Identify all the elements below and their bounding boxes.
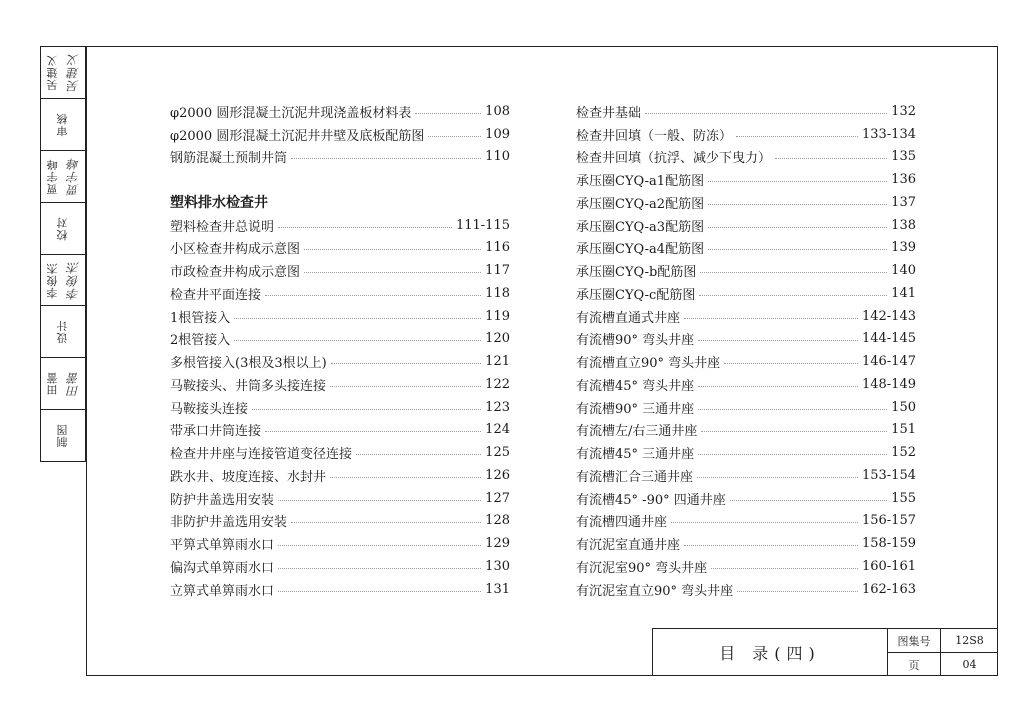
dot-leader bbox=[278, 227, 452, 228]
toc-entry bbox=[170, 100, 510, 123]
toc-entry-label: 有流槽45° 弯头井座 bbox=[576, 378, 695, 394]
toc-entry-label: 2根管接入 bbox=[170, 333, 231, 349]
dot-leader bbox=[730, 500, 887, 501]
toc-entry bbox=[170, 396, 510, 419]
toc-entry bbox=[576, 350, 916, 373]
dot-leader bbox=[428, 136, 481, 137]
dot-leader bbox=[700, 272, 887, 273]
signature-cell bbox=[41, 47, 85, 99]
toc-entry-page: 110 bbox=[485, 149, 510, 165]
dot-leader bbox=[234, 318, 481, 319]
toc-entry-page: 142-143 bbox=[861, 308, 916, 324]
toc-entry-label: 承压圈CYQ-a1配筋图 bbox=[576, 174, 705, 190]
toc-entry-page: 108 bbox=[485, 103, 510, 119]
toc-entry-label: 有流槽90° 三通井座 bbox=[576, 401, 695, 417]
title-block bbox=[652, 628, 998, 676]
toc-entry-page: 137 bbox=[891, 194, 916, 210]
toc-entry bbox=[576, 396, 916, 419]
toc-entry-page: 120 bbox=[485, 331, 510, 347]
dot-leader bbox=[684, 545, 858, 546]
toc-entry bbox=[170, 510, 510, 533]
toc-entry bbox=[170, 373, 510, 396]
toc-entry-page: 144-145 bbox=[861, 331, 916, 347]
signature-role: 李俊杰 bbox=[46, 261, 59, 298]
toc-entry-label: 有沉泥室直通井座 bbox=[576, 538, 681, 554]
toc-entry-label: 塑料检查井总说明 bbox=[170, 219, 275, 235]
toc-entry bbox=[576, 259, 916, 282]
dot-leader bbox=[278, 568, 481, 569]
toc-entry-label: 有流槽45° -90° 四通井座 bbox=[576, 492, 726, 508]
toc-entry-page: 155 bbox=[891, 490, 916, 506]
toc-entry-page: 109 bbox=[485, 126, 510, 142]
toc-entry-label: 有流槽四通井座 bbox=[576, 515, 668, 531]
toc-entry-label: 检查井回填（抗浮、减少下曳力） bbox=[576, 151, 772, 167]
toc-entry-page: 158-159 bbox=[861, 536, 916, 552]
signature-cell bbox=[41, 203, 85, 255]
toc-entry-label: 市政检查井构成示意图 bbox=[170, 265, 301, 281]
signature-role: 设计 bbox=[56, 319, 69, 344]
toc-entry-page: 123 bbox=[485, 399, 510, 415]
dot-leader bbox=[356, 454, 481, 455]
toc-entry-page: 127 bbox=[485, 490, 510, 506]
dot-leader bbox=[415, 113, 481, 114]
dot-leader bbox=[699, 295, 887, 296]
dot-leader bbox=[331, 363, 481, 364]
toc-entry bbox=[576, 214, 916, 237]
toc-entry-page: 139 bbox=[891, 240, 916, 256]
toc-entry-label: 承压圈CYQ-b配筋图 bbox=[576, 265, 697, 281]
toc-entry-page: 124 bbox=[485, 422, 510, 438]
dot-leader bbox=[684, 318, 858, 319]
toc-entry bbox=[170, 532, 510, 555]
dot-leader bbox=[698, 454, 887, 455]
toc-entry-label: 有沉泥室直立90° 弯头井座 bbox=[576, 583, 734, 599]
dot-leader bbox=[775, 158, 887, 159]
toc-entry-label: 带承口井筒连接 bbox=[170, 424, 262, 440]
toc-entry-page: 150 bbox=[891, 399, 916, 415]
toc-entry bbox=[170, 146, 510, 169]
toc-entry-label: 有流槽直通式井座 bbox=[576, 310, 681, 326]
toc-entry bbox=[576, 578, 916, 601]
toc-entry bbox=[170, 328, 510, 351]
dot-leader bbox=[701, 431, 887, 432]
toc-entry-page: 119 bbox=[485, 308, 510, 324]
toc-entry-label: 小区检查井构成示意图 bbox=[170, 242, 301, 258]
toc-entry-page: 111-115 bbox=[455, 217, 510, 233]
toc-entry-label: 有流槽90° 弯头井座 bbox=[576, 333, 695, 349]
toc-entry bbox=[576, 555, 916, 578]
toc-entry-page: 128 bbox=[485, 513, 510, 529]
dot-leader bbox=[736, 136, 858, 137]
dot-leader bbox=[697, 477, 858, 478]
dot-leader bbox=[708, 249, 887, 250]
toc-entry-label: 有沉泥室90° 弯头井座 bbox=[576, 560, 708, 576]
toc-entry-label: 有流槽45° 三通井座 bbox=[576, 447, 695, 463]
toc-entry bbox=[576, 282, 916, 305]
toc-entry bbox=[576, 191, 916, 214]
dot-leader bbox=[291, 158, 481, 159]
dot-leader bbox=[708, 204, 887, 205]
toc-entry-page: 148-149 bbox=[861, 376, 916, 392]
toc-entry bbox=[576, 441, 916, 464]
dot-leader bbox=[330, 477, 481, 478]
toc-entry-page: 146-147 bbox=[861, 354, 916, 370]
atlas-number-row bbox=[888, 629, 998, 653]
section-heading-label: 塑料排水检查井 bbox=[170, 195, 268, 212]
toc-entry-label: 检查井井座与连接管道变径连接 bbox=[170, 447, 353, 463]
dot-leader bbox=[645, 113, 887, 114]
toc-entry-page: 138 bbox=[891, 217, 916, 233]
signature-role: 制图 bbox=[56, 423, 69, 448]
toc-entry-page: 122 bbox=[485, 376, 510, 392]
toc-entry bbox=[170, 214, 510, 237]
toc-entry-label: 立箅式单箅雨水口 bbox=[170, 583, 275, 599]
signature-handwriting: 李俊杰 bbox=[66, 260, 81, 300]
toc-entry-page: 132 bbox=[891, 103, 916, 119]
toc-entry-label: 检查井回填（一般、防冻） bbox=[576, 128, 733, 144]
toc-entry bbox=[170, 282, 510, 305]
toc-entry-label: 检查井基础 bbox=[576, 105, 642, 121]
toc-entry bbox=[170, 123, 510, 146]
dot-leader bbox=[724, 363, 858, 364]
toc-entry-page: 141 bbox=[891, 285, 916, 301]
toc-entry-label: 检查井平面连接 bbox=[170, 287, 262, 303]
dot-leader bbox=[698, 340, 858, 341]
toc-entry-label: φ2000 圆形混凝土沉泥井井壁及底板配筋图 bbox=[170, 128, 425, 144]
toc-entry bbox=[170, 237, 510, 260]
toc-entry bbox=[170, 350, 510, 373]
toc-entry bbox=[576, 328, 916, 351]
toc-entry-label: 偏沟式单箅雨水口 bbox=[170, 560, 275, 576]
dot-leader bbox=[671, 522, 858, 523]
dot-leader bbox=[278, 500, 481, 501]
toc-entry-page: 156-157 bbox=[861, 513, 916, 529]
toc-entry-label: 多根管接入(3根及3根以上) bbox=[170, 356, 327, 372]
dot-leader bbox=[265, 431, 481, 432]
toc-entry-label: 防护井盖选用安装 bbox=[170, 492, 275, 508]
toc-entry-page: 116 bbox=[485, 240, 510, 256]
toc-entry-label: 跌水井、坡度连接、水封井 bbox=[170, 469, 327, 485]
toc-entry-page: 121 bbox=[485, 354, 510, 370]
toc-entry-page: 126 bbox=[485, 467, 510, 483]
toc-entry bbox=[170, 305, 510, 328]
toc-entry bbox=[576, 487, 916, 510]
signature-handwriting: 田蕾 bbox=[66, 370, 81, 397]
dot-leader bbox=[711, 568, 858, 569]
toc-entry bbox=[576, 168, 916, 191]
signature-cell bbox=[41, 358, 85, 410]
toc-entry-page: 152 bbox=[891, 445, 916, 461]
dot-leader bbox=[291, 522, 481, 523]
page-number-row bbox=[888, 653, 998, 676]
toc-entry-label: 承压圈CYQ-a3配筋图 bbox=[576, 219, 705, 235]
toc-entry-page: 153-154 bbox=[861, 467, 916, 483]
toc-entry-page: 136 bbox=[891, 172, 916, 188]
dot-leader bbox=[737, 591, 858, 592]
signature-role: 吴建义 bbox=[46, 54, 59, 91]
toc-entry bbox=[170, 555, 510, 578]
signature-role: 田蕾 bbox=[46, 371, 59, 396]
signature-cell bbox=[41, 306, 85, 358]
signature-cell bbox=[41, 99, 85, 151]
toc-entry bbox=[576, 146, 916, 169]
toc-entry bbox=[576, 373, 916, 396]
toc-entry bbox=[576, 419, 916, 442]
toc-entry-label: 承压圈CYQ-a2配筋图 bbox=[576, 196, 705, 212]
toc-entry-label: 钢筋混凝土预制井筒 bbox=[170, 151, 288, 167]
toc-entry bbox=[170, 441, 510, 464]
toc-entry-label: φ2000 圆形混凝土沉泥井现浇盖板材料表 bbox=[170, 105, 412, 121]
toc-entry bbox=[576, 123, 916, 146]
toc-entry bbox=[576, 510, 916, 533]
dot-leader bbox=[252, 409, 481, 410]
toc-entry-page: 140 bbox=[891, 263, 916, 279]
toc-entry bbox=[170, 578, 510, 601]
toc-entry-page: 162-163 bbox=[861, 581, 916, 597]
page-number-value: 04 bbox=[962, 658, 977, 671]
toc-entry-label: 有流槽左/右三通井座 bbox=[576, 424, 698, 440]
dot-leader bbox=[265, 295, 481, 296]
signature-handwriting: 吴建义 bbox=[66, 52, 81, 92]
toc-entry bbox=[170, 487, 510, 510]
toc-entry bbox=[170, 259, 510, 282]
toc-left-column bbox=[170, 100, 510, 601]
toc-entry bbox=[170, 464, 510, 487]
toc-entry bbox=[170, 419, 510, 442]
page-number-label: 页 bbox=[888, 653, 941, 676]
toc-entry-label: 平箅式单箅雨水口 bbox=[170, 538, 275, 554]
dot-leader bbox=[278, 591, 481, 592]
dot-leader bbox=[708, 181, 887, 182]
toc-entry-label: 马鞍接头、井筒多头接连接 bbox=[170, 378, 327, 394]
toc-entry-label: 马鞍接头连接 bbox=[170, 401, 249, 417]
toc-entry bbox=[576, 100, 916, 123]
toc-entry bbox=[576, 532, 916, 555]
dot-leader bbox=[330, 386, 481, 387]
toc-entry-page: 151 bbox=[891, 422, 916, 438]
signature-role: 贾宇峰 bbox=[46, 158, 59, 195]
toc-entry-page: 130 bbox=[485, 558, 510, 574]
signature-cell bbox=[41, 151, 85, 203]
signature-handwriting: 贾宇峰 bbox=[66, 156, 81, 196]
dot-leader bbox=[278, 545, 481, 546]
title-block-fields bbox=[888, 629, 998, 676]
dot-leader bbox=[304, 249, 481, 250]
signature-role: 校对 bbox=[56, 216, 69, 241]
toc-entry-page: 125 bbox=[485, 445, 510, 461]
dot-leader bbox=[698, 386, 858, 387]
toc-entry bbox=[576, 464, 916, 487]
toc-entry bbox=[576, 305, 916, 328]
toc-entry-label: 1根管接入 bbox=[170, 310, 231, 326]
toc-entry bbox=[576, 237, 916, 260]
toc-entry-page: 135 bbox=[891, 149, 916, 165]
dot-leader bbox=[698, 409, 887, 410]
toc-entry-page: 117 bbox=[485, 263, 510, 279]
toc-entry-page: 160-161 bbox=[861, 558, 916, 574]
toc-entry-label: 有流槽直立90° 弯头井座 bbox=[576, 356, 721, 372]
atlas-number-label: 图集号 bbox=[888, 629, 941, 652]
atlas-number-value: 12S8 bbox=[955, 634, 984, 647]
toc-entry-page: 118 bbox=[485, 285, 510, 301]
toc-right-column bbox=[576, 100, 916, 601]
toc-entry-label: 有流槽汇合三通井座 bbox=[576, 469, 694, 485]
dot-leader bbox=[234, 340, 481, 341]
signature-cell bbox=[41, 255, 85, 307]
signature-cell bbox=[41, 410, 85, 461]
dot-leader bbox=[708, 227, 887, 228]
toc-entry-page: 131 bbox=[485, 581, 510, 597]
signature-strip bbox=[40, 46, 86, 462]
toc-entry-label: 承压圈CYQ-c配筋图 bbox=[576, 287, 696, 303]
toc-entry-label: 非防护井盖选用安装 bbox=[170, 515, 288, 531]
dot-leader bbox=[304, 272, 481, 273]
sheet-title: 目 录(四) bbox=[653, 629, 888, 676]
signature-role: 审核 bbox=[56, 112, 69, 137]
toc-entry-page: 129 bbox=[485, 536, 510, 552]
section-heading bbox=[170, 191, 510, 214]
toc-entry-page: 133-134 bbox=[861, 126, 916, 142]
toc-entry-label: 承压圈CYQ-a4配筋图 bbox=[576, 242, 705, 258]
